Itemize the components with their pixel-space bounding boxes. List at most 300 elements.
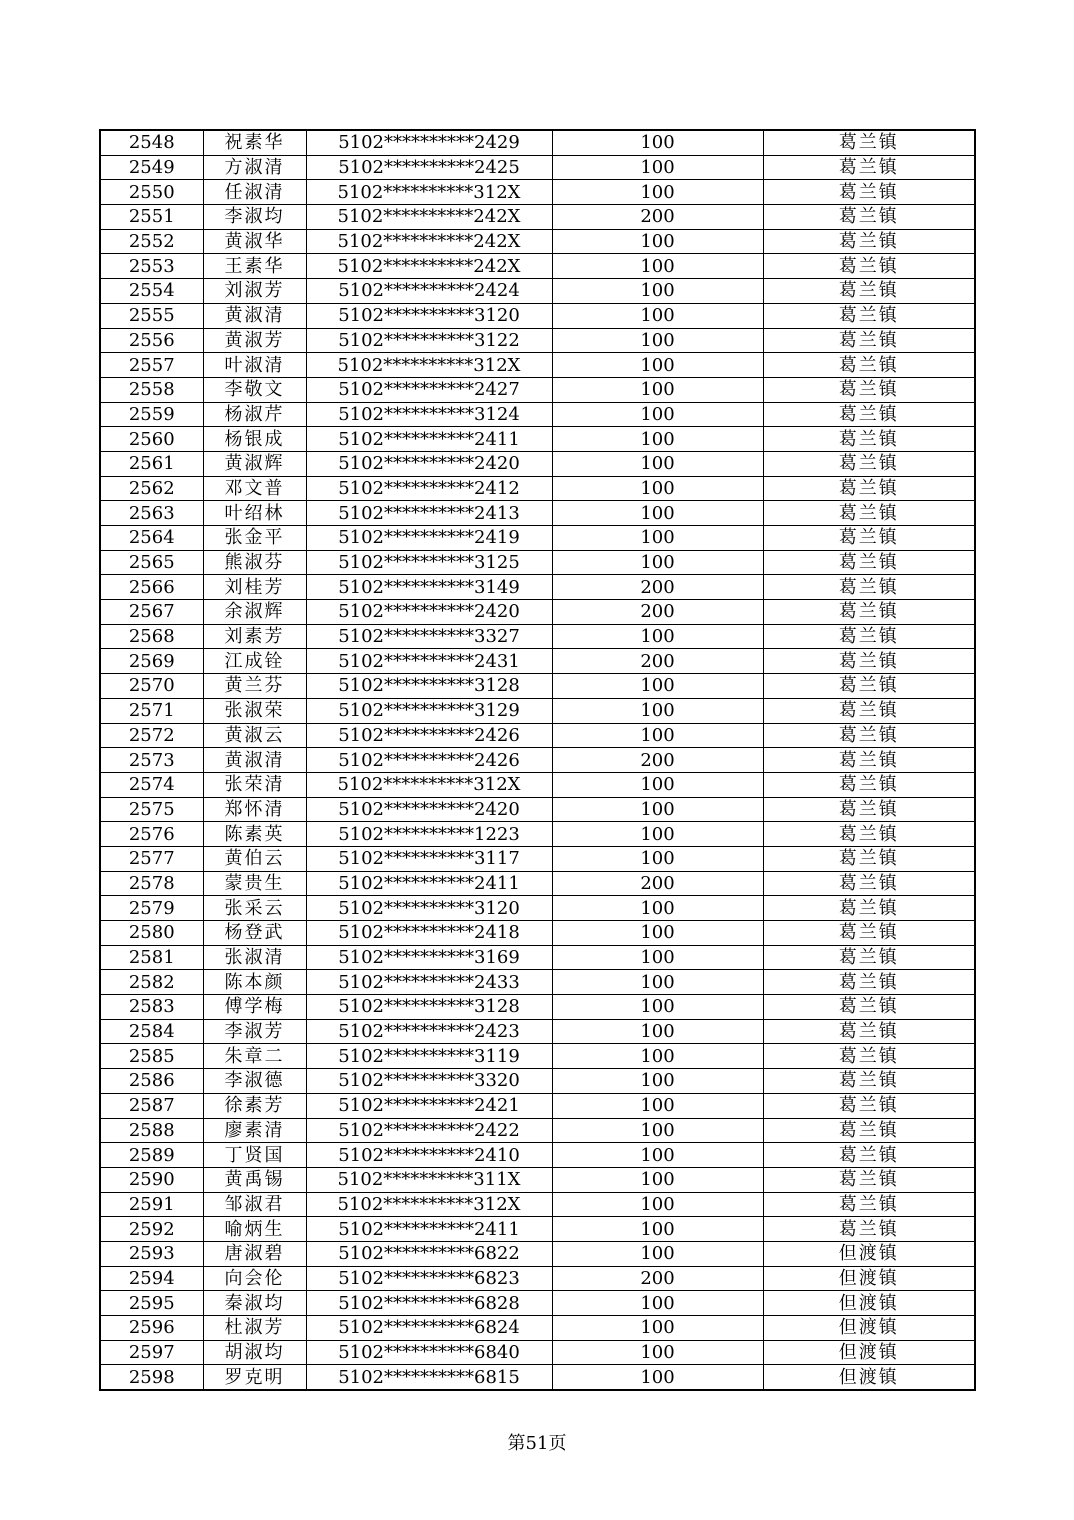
town-cell: 葛兰镇 bbox=[763, 600, 975, 625]
town-cell: 葛兰镇 bbox=[763, 427, 975, 452]
record-number-cell: 2593 bbox=[100, 1241, 203, 1266]
amount-cell: 100 bbox=[552, 1340, 763, 1365]
amount-cell: 100 bbox=[552, 1143, 763, 1168]
town-cell: 葛兰镇 bbox=[763, 624, 975, 649]
person-name-cell: 余淑辉 bbox=[203, 600, 306, 625]
amount-cell: 100 bbox=[552, 772, 763, 797]
table-row bbox=[100, 1192, 975, 1217]
id-number-cell: 5102**********2424 bbox=[306, 279, 552, 304]
id-number-cell: 5102**********3129 bbox=[306, 698, 552, 723]
amount-cell: 100 bbox=[552, 476, 763, 501]
record-number-cell: 2576 bbox=[100, 822, 203, 847]
town-cell: 葛兰镇 bbox=[763, 846, 975, 871]
person-name-cell: 陈素英 bbox=[203, 822, 306, 847]
table-row bbox=[100, 402, 975, 427]
town-cell: 葛兰镇 bbox=[763, 501, 975, 526]
town-cell: 葛兰镇 bbox=[763, 995, 975, 1020]
town-cell: 葛兰镇 bbox=[763, 748, 975, 773]
person-name-cell: 杜淑芳 bbox=[203, 1316, 306, 1341]
record-number-cell: 2556 bbox=[100, 328, 203, 353]
amount-cell: 100 bbox=[552, 1241, 763, 1266]
id-number-cell: 5102**********3117 bbox=[306, 846, 552, 871]
id-number-cell: 5102**********2431 bbox=[306, 649, 552, 674]
amount-cell: 100 bbox=[552, 303, 763, 328]
town-cell: 葛兰镇 bbox=[763, 1143, 975, 1168]
record-number-cell: 2590 bbox=[100, 1167, 203, 1192]
id-number-cell: 5102**********2427 bbox=[306, 377, 552, 402]
record-number-cell: 2579 bbox=[100, 896, 203, 921]
town-cell: 葛兰镇 bbox=[763, 871, 975, 896]
person-name-cell: 张荣清 bbox=[203, 772, 306, 797]
amount-cell: 100 bbox=[552, 1316, 763, 1341]
amount-cell: 200 bbox=[552, 748, 763, 773]
town-cell: 葛兰镇 bbox=[763, 945, 975, 970]
table-row bbox=[100, 353, 975, 378]
table-row bbox=[100, 155, 975, 180]
person-name-cell: 李敬文 bbox=[203, 377, 306, 402]
amount-cell: 200 bbox=[552, 649, 763, 674]
record-number-cell: 2586 bbox=[100, 1069, 203, 1094]
record-number-cell: 2594 bbox=[100, 1266, 203, 1291]
amount-cell: 100 bbox=[552, 1118, 763, 1143]
id-number-cell: 5102**********242X bbox=[306, 254, 552, 279]
record-number-cell: 2595 bbox=[100, 1291, 203, 1316]
record-number-cell: 2549 bbox=[100, 155, 203, 180]
town-cell: 葛兰镇 bbox=[763, 1192, 975, 1217]
table-row bbox=[100, 995, 975, 1020]
amount-cell: 100 bbox=[552, 624, 763, 649]
person-name-cell: 唐淑碧 bbox=[203, 1241, 306, 1266]
record-number-cell: 2598 bbox=[100, 1365, 203, 1390]
table-row bbox=[100, 550, 975, 575]
amount-cell: 200 bbox=[552, 575, 763, 600]
town-cell: 葛兰镇 bbox=[763, 1093, 975, 1118]
id-number-cell: 5102**********3119 bbox=[306, 1044, 552, 1069]
town-cell: 葛兰镇 bbox=[763, 451, 975, 476]
amount-cell: 100 bbox=[552, 846, 763, 871]
id-number-cell: 5102**********311X bbox=[306, 1167, 552, 1192]
amount-cell: 100 bbox=[552, 1217, 763, 1242]
id-number-cell: 5102**********3327 bbox=[306, 624, 552, 649]
town-cell: 葛兰镇 bbox=[763, 723, 975, 748]
person-name-cell: 叶绍林 bbox=[203, 501, 306, 526]
amount-cell: 100 bbox=[552, 402, 763, 427]
id-number-cell: 5102**********312X bbox=[306, 180, 552, 205]
town-cell: 但渡镇 bbox=[763, 1266, 975, 1291]
person-name-cell: 刘素芳 bbox=[203, 624, 306, 649]
amount-cell: 200 bbox=[552, 1266, 763, 1291]
table-row bbox=[100, 896, 975, 921]
table-row bbox=[100, 229, 975, 254]
id-number-cell: 5102**********2419 bbox=[306, 526, 552, 551]
id-number-cell: 5102**********2413 bbox=[306, 501, 552, 526]
town-cell: 葛兰镇 bbox=[763, 550, 975, 575]
id-number-cell: 5102**********2423 bbox=[306, 1019, 552, 1044]
person-name-cell: 张采云 bbox=[203, 896, 306, 921]
person-name-cell: 廖素清 bbox=[203, 1118, 306, 1143]
person-name-cell: 黄淑华 bbox=[203, 229, 306, 254]
person-name-cell: 朱章二 bbox=[203, 1044, 306, 1069]
record-number-cell: 2567 bbox=[100, 600, 203, 625]
records-body bbox=[100, 130, 975, 1390]
person-name-cell: 刘淑芳 bbox=[203, 279, 306, 304]
amount-cell: 100 bbox=[552, 1019, 763, 1044]
amount-cell: 100 bbox=[552, 180, 763, 205]
id-number-cell: 5102**********2420 bbox=[306, 797, 552, 822]
table-row bbox=[100, 303, 975, 328]
person-name-cell: 李淑德 bbox=[203, 1069, 306, 1094]
id-number-cell: 5102**********2426 bbox=[306, 748, 552, 773]
id-number-cell: 5102**********2429 bbox=[306, 130, 552, 155]
id-number-cell: 5102**********3128 bbox=[306, 674, 552, 699]
record-number-cell: 2552 bbox=[100, 229, 203, 254]
record-number-cell: 2550 bbox=[100, 180, 203, 205]
person-name-cell: 黄淑辉 bbox=[203, 451, 306, 476]
person-name-cell: 黄伯云 bbox=[203, 846, 306, 871]
id-number-cell: 5102**********3122 bbox=[306, 328, 552, 353]
amount-cell: 100 bbox=[552, 427, 763, 452]
table-row bbox=[100, 600, 975, 625]
table-row bbox=[100, 822, 975, 847]
town-cell: 葛兰镇 bbox=[763, 1118, 975, 1143]
person-name-cell: 丁贤国 bbox=[203, 1143, 306, 1168]
amount-cell: 100 bbox=[552, 229, 763, 254]
town-cell: 葛兰镇 bbox=[763, 1217, 975, 1242]
amount-cell: 100 bbox=[552, 377, 763, 402]
id-number-cell: 5102**********3120 bbox=[306, 303, 552, 328]
person-name-cell: 向会伦 bbox=[203, 1266, 306, 1291]
table-row bbox=[100, 254, 975, 279]
person-name-cell: 方淑清 bbox=[203, 155, 306, 180]
record-number-cell: 2580 bbox=[100, 921, 203, 946]
id-number-cell: 5102**********2422 bbox=[306, 1118, 552, 1143]
record-number-cell: 2554 bbox=[100, 279, 203, 304]
amount-cell: 100 bbox=[552, 526, 763, 551]
record-number-cell: 2563 bbox=[100, 501, 203, 526]
table-row bbox=[100, 1167, 975, 1192]
town-cell: 葛兰镇 bbox=[763, 476, 975, 501]
amount-cell: 100 bbox=[552, 1365, 763, 1390]
amount-cell: 100 bbox=[552, 723, 763, 748]
id-number-cell: 5102**********6828 bbox=[306, 1291, 552, 1316]
table-row bbox=[100, 476, 975, 501]
person-name-cell: 徐素芳 bbox=[203, 1093, 306, 1118]
table-row bbox=[100, 130, 975, 155]
table-row bbox=[100, 772, 975, 797]
id-number-cell: 5102**********242X bbox=[306, 229, 552, 254]
id-number-cell: 5102**********6822 bbox=[306, 1241, 552, 1266]
table-row bbox=[100, 698, 975, 723]
amount-cell: 100 bbox=[552, 328, 763, 353]
id-number-cell: 5102**********3125 bbox=[306, 550, 552, 575]
record-number-cell: 2551 bbox=[100, 205, 203, 230]
record-number-cell: 2585 bbox=[100, 1044, 203, 1069]
person-name-cell: 罗克明 bbox=[203, 1365, 306, 1390]
town-cell: 葛兰镇 bbox=[763, 1167, 975, 1192]
record-number-cell: 2591 bbox=[100, 1192, 203, 1217]
records-table bbox=[99, 129, 976, 1391]
record-number-cell: 2575 bbox=[100, 797, 203, 822]
town-cell: 葛兰镇 bbox=[763, 921, 975, 946]
record-number-cell: 2555 bbox=[100, 303, 203, 328]
table-row bbox=[100, 1316, 975, 1341]
amount-cell: 200 bbox=[552, 871, 763, 896]
record-number-cell: 2584 bbox=[100, 1019, 203, 1044]
amount-cell: 100 bbox=[552, 155, 763, 180]
town-cell: 但渡镇 bbox=[763, 1291, 975, 1316]
id-number-cell: 5102**********242X bbox=[306, 205, 552, 230]
person-name-cell: 张金平 bbox=[203, 526, 306, 551]
record-number-cell: 2574 bbox=[100, 772, 203, 797]
town-cell: 葛兰镇 bbox=[763, 822, 975, 847]
town-cell: 葛兰镇 bbox=[763, 229, 975, 254]
id-number-cell: 5102**********2411 bbox=[306, 427, 552, 452]
table-row bbox=[100, 674, 975, 699]
amount-cell: 100 bbox=[552, 254, 763, 279]
id-number-cell: 5102**********6840 bbox=[306, 1340, 552, 1365]
id-number-cell: 5102**********2420 bbox=[306, 451, 552, 476]
record-number-cell: 2559 bbox=[100, 402, 203, 427]
town-cell: 葛兰镇 bbox=[763, 1044, 975, 1069]
record-number-cell: 2583 bbox=[100, 995, 203, 1020]
person-name-cell: 邹淑君 bbox=[203, 1192, 306, 1217]
table-row bbox=[100, 945, 975, 970]
id-number-cell: 5102**********3120 bbox=[306, 896, 552, 921]
id-number-cell: 5102**********6823 bbox=[306, 1266, 552, 1291]
record-number-cell: 2592 bbox=[100, 1217, 203, 1242]
amount-cell: 200 bbox=[552, 205, 763, 230]
table-row bbox=[100, 1044, 975, 1069]
town-cell: 但渡镇 bbox=[763, 1241, 975, 1266]
person-name-cell: 任淑清 bbox=[203, 180, 306, 205]
person-name-cell: 陈本颜 bbox=[203, 970, 306, 995]
table-row bbox=[100, 748, 975, 773]
record-number-cell: 2562 bbox=[100, 476, 203, 501]
amount-cell: 100 bbox=[552, 1044, 763, 1069]
person-name-cell: 傅学梅 bbox=[203, 995, 306, 1020]
table-row bbox=[100, 205, 975, 230]
town-cell: 葛兰镇 bbox=[763, 970, 975, 995]
id-number-cell: 5102**********3320 bbox=[306, 1069, 552, 1094]
town-cell: 葛兰镇 bbox=[763, 649, 975, 674]
table-row bbox=[100, 526, 975, 551]
person-name-cell: 蒙贵生 bbox=[203, 871, 306, 896]
amount-cell: 100 bbox=[552, 451, 763, 476]
id-number-cell: 5102**********2411 bbox=[306, 1217, 552, 1242]
table-row bbox=[100, 1266, 975, 1291]
id-number-cell: 5102**********2411 bbox=[306, 871, 552, 896]
table-row bbox=[100, 921, 975, 946]
record-number-cell: 2568 bbox=[100, 624, 203, 649]
town-cell: 葛兰镇 bbox=[763, 526, 975, 551]
record-number-cell: 2589 bbox=[100, 1143, 203, 1168]
person-name-cell: 邓文普 bbox=[203, 476, 306, 501]
person-name-cell: 喻炳生 bbox=[203, 1217, 306, 1242]
id-number-cell: 5102**********2418 bbox=[306, 921, 552, 946]
record-number-cell: 2577 bbox=[100, 846, 203, 871]
record-number-cell: 2560 bbox=[100, 427, 203, 452]
table-row bbox=[100, 377, 975, 402]
record-number-cell: 2569 bbox=[100, 649, 203, 674]
amount-cell: 100 bbox=[552, 698, 763, 723]
id-number-cell: 5102**********3124 bbox=[306, 402, 552, 427]
table-row bbox=[100, 427, 975, 452]
id-number-cell: 5102**********3149 bbox=[306, 575, 552, 600]
table-row bbox=[100, 1241, 975, 1266]
record-number-cell: 2581 bbox=[100, 945, 203, 970]
id-number-cell: 5102**********312X bbox=[306, 1192, 552, 1217]
person-name-cell: 叶淑清 bbox=[203, 353, 306, 378]
table-row bbox=[100, 1217, 975, 1242]
person-name-cell: 张淑清 bbox=[203, 945, 306, 970]
amount-cell: 100 bbox=[552, 279, 763, 304]
town-cell: 葛兰镇 bbox=[763, 279, 975, 304]
amount-cell: 100 bbox=[552, 1192, 763, 1217]
table-row bbox=[100, 328, 975, 353]
id-number-cell: 5102**********2420 bbox=[306, 600, 552, 625]
table-row bbox=[100, 649, 975, 674]
town-cell: 葛兰镇 bbox=[763, 1069, 975, 1094]
table-row bbox=[100, 1291, 975, 1316]
table-row bbox=[100, 871, 975, 896]
table-row bbox=[100, 1365, 975, 1390]
town-cell: 葛兰镇 bbox=[763, 1019, 975, 1044]
amount-cell: 100 bbox=[552, 1167, 763, 1192]
town-cell: 葛兰镇 bbox=[763, 797, 975, 822]
amount-cell: 100 bbox=[552, 896, 763, 921]
person-name-cell: 杨登武 bbox=[203, 921, 306, 946]
table-row bbox=[100, 1019, 975, 1044]
town-cell: 葛兰镇 bbox=[763, 155, 975, 180]
amount-cell: 100 bbox=[552, 1093, 763, 1118]
town-cell: 葛兰镇 bbox=[763, 402, 975, 427]
amount-cell: 100 bbox=[552, 921, 763, 946]
id-number-cell: 5102**********2433 bbox=[306, 970, 552, 995]
id-number-cell: 5102**********1223 bbox=[306, 822, 552, 847]
amount-cell: 100 bbox=[552, 822, 763, 847]
amount-cell: 100 bbox=[552, 550, 763, 575]
record-number-cell: 2564 bbox=[100, 526, 203, 551]
table-row bbox=[100, 970, 975, 995]
table-row bbox=[100, 797, 975, 822]
person-name-cell: 黄淑芳 bbox=[203, 328, 306, 353]
id-number-cell: 5102**********6824 bbox=[306, 1316, 552, 1341]
id-number-cell: 5102**********2426 bbox=[306, 723, 552, 748]
table-row bbox=[100, 501, 975, 526]
town-cell: 葛兰镇 bbox=[763, 353, 975, 378]
town-cell: 但渡镇 bbox=[763, 1316, 975, 1341]
town-cell: 葛兰镇 bbox=[763, 772, 975, 797]
person-name-cell: 秦淑均 bbox=[203, 1291, 306, 1316]
amount-cell: 100 bbox=[552, 970, 763, 995]
town-cell: 但渡镇 bbox=[763, 1365, 975, 1390]
id-number-cell: 5102**********312X bbox=[306, 353, 552, 378]
amount-cell: 100 bbox=[552, 1291, 763, 1316]
page-number: 第51页 bbox=[507, 1433, 567, 1454]
town-cell: 葛兰镇 bbox=[763, 254, 975, 279]
table-row bbox=[100, 451, 975, 476]
record-number-cell: 2561 bbox=[100, 451, 203, 476]
record-number-cell: 2571 bbox=[100, 698, 203, 723]
id-number-cell: 5102**********6815 bbox=[306, 1365, 552, 1390]
table-row bbox=[100, 575, 975, 600]
id-number-cell: 5102**********3169 bbox=[306, 945, 552, 970]
town-cell: 葛兰镇 bbox=[763, 205, 975, 230]
town-cell: 葛兰镇 bbox=[763, 180, 975, 205]
table-row bbox=[100, 180, 975, 205]
table-row bbox=[100, 846, 975, 871]
person-name-cell: 黄兰芬 bbox=[203, 674, 306, 699]
person-name-cell: 李淑芳 bbox=[203, 1019, 306, 1044]
id-number-cell: 5102**********2421 bbox=[306, 1093, 552, 1118]
table-row bbox=[100, 279, 975, 304]
person-name-cell: 张淑荣 bbox=[203, 698, 306, 723]
table-row bbox=[100, 624, 975, 649]
town-cell: 葛兰镇 bbox=[763, 575, 975, 600]
id-number-cell: 5102**********2412 bbox=[306, 476, 552, 501]
record-number-cell: 2548 bbox=[100, 130, 203, 155]
table-row bbox=[100, 1093, 975, 1118]
record-number-cell: 2573 bbox=[100, 748, 203, 773]
table-row bbox=[100, 1340, 975, 1365]
record-number-cell: 2578 bbox=[100, 871, 203, 896]
id-number-cell: 5102**********3128 bbox=[306, 995, 552, 1020]
amount-cell: 100 bbox=[552, 995, 763, 1020]
record-number-cell: 2553 bbox=[100, 254, 203, 279]
amount-cell: 200 bbox=[552, 600, 763, 625]
amount-cell: 100 bbox=[552, 1069, 763, 1094]
person-name-cell: 李淑均 bbox=[203, 205, 306, 230]
person-name-cell: 王素华 bbox=[203, 254, 306, 279]
person-name-cell: 杨银成 bbox=[203, 427, 306, 452]
record-number-cell: 2557 bbox=[100, 353, 203, 378]
person-name-cell: 熊淑芬 bbox=[203, 550, 306, 575]
person-name-cell: 黄淑清 bbox=[203, 303, 306, 328]
person-name-cell: 祝素华 bbox=[203, 130, 306, 155]
id-number-cell: 5102**********312X bbox=[306, 772, 552, 797]
record-number-cell: 2558 bbox=[100, 377, 203, 402]
record-number-cell: 2582 bbox=[100, 970, 203, 995]
record-number-cell: 2596 bbox=[100, 1316, 203, 1341]
town-cell: 葛兰镇 bbox=[763, 130, 975, 155]
person-name-cell: 胡淑均 bbox=[203, 1340, 306, 1365]
town-cell: 葛兰镇 bbox=[763, 698, 975, 723]
amount-cell: 100 bbox=[552, 130, 763, 155]
record-number-cell: 2587 bbox=[100, 1093, 203, 1118]
amount-cell: 100 bbox=[552, 674, 763, 699]
record-number-cell: 2597 bbox=[100, 1340, 203, 1365]
amount-cell: 100 bbox=[552, 797, 763, 822]
person-name-cell: 郑怀清 bbox=[203, 797, 306, 822]
record-number-cell: 2572 bbox=[100, 723, 203, 748]
record-number-cell: 2588 bbox=[100, 1118, 203, 1143]
table-row bbox=[100, 1143, 975, 1168]
town-cell: 但渡镇 bbox=[763, 1340, 975, 1365]
table-row bbox=[100, 723, 975, 748]
person-name-cell: 杨淑芹 bbox=[203, 402, 306, 427]
record-number-cell: 2565 bbox=[100, 550, 203, 575]
record-number-cell: 2566 bbox=[100, 575, 203, 600]
amount-cell: 100 bbox=[552, 501, 763, 526]
town-cell: 葛兰镇 bbox=[763, 674, 975, 699]
town-cell: 葛兰镇 bbox=[763, 377, 975, 402]
town-cell: 葛兰镇 bbox=[763, 896, 975, 921]
town-cell: 葛兰镇 bbox=[763, 328, 975, 353]
person-name-cell: 黄禹锡 bbox=[203, 1167, 306, 1192]
amount-cell: 100 bbox=[552, 353, 763, 378]
table-row bbox=[100, 1118, 975, 1143]
town-cell: 葛兰镇 bbox=[763, 303, 975, 328]
